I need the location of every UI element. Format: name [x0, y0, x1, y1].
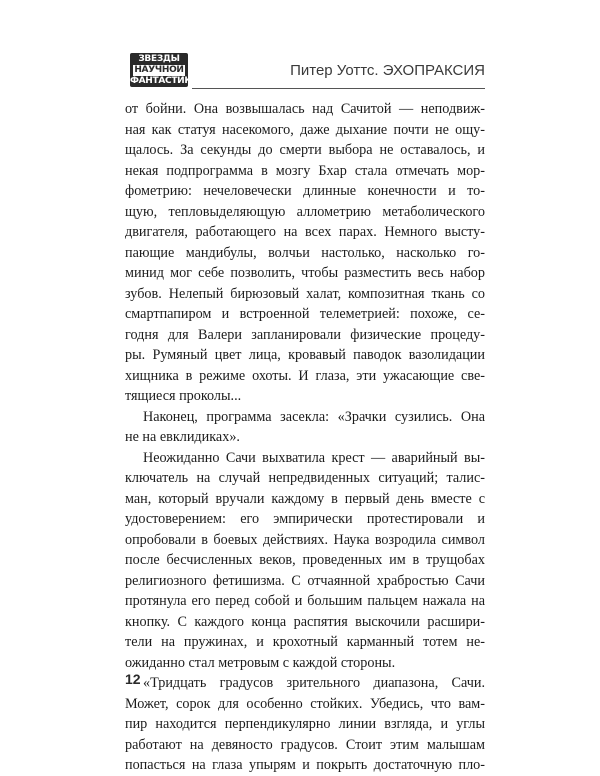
text-line: от бойни. Она возвышалась над Сачитой — неподвиж-: [125, 101, 485, 117]
text-line: кнопку. С каждого конца распятия выскочили расшири-: [125, 613, 485, 630]
page-number: 12: [125, 671, 141, 687]
text-line: ная как статуя насекомого, даже дыхание почти не ощу-: [125, 121, 485, 138]
text-line: Может, сорок для особенно стойких. Убедись, что вам-: [125, 695, 485, 712]
text-line: не на евклидиках».: [125, 429, 240, 445]
text-line: щалось. За секунды до смерти выбора не оставалось, и: [125, 142, 485, 158]
series-logo-line: НАУЧНОЙ: [134, 64, 184, 75]
running-head: Питер Уоттс. ЭХОПРАКСИЯ: [290, 62, 485, 79]
text-line: смартпапиром и встроенной телеметрией: похоже, се-: [125, 306, 485, 322]
text-line: попасться на глаза упырям и покрыть достаточную пло-: [125, 757, 485, 773]
text-line: опробовали в боевых действиях. Наука возродила символ: [125, 531, 485, 548]
series-logo-line: ФАНТАСТИКИ: [130, 75, 199, 86]
text-line: Неожиданно Сачи выхватила крест — аварийный вы-: [143, 449, 485, 466]
text-line: пир находится перпендикулярно линии взгляда, и углы: [125, 716, 485, 732]
text-line: религиозного фетишизма. С отчаянной храбростью Сачи: [125, 572, 485, 589]
text-line: ры. Румяный цвет лица, кровавый паводок вазолидации: [125, 347, 485, 363]
text-line: удостоверением: его эмпирически протестировали и: [125, 511, 485, 527]
text-line: некая подпрограмма в мозгу Бхар стала отмечать мор-: [125, 162, 485, 179]
text-line: тели на пружинах, и крохотный карманный тотем не-: [125, 634, 485, 650]
text-line: пающие мандибулы, волчьи настолько, насколько го-: [125, 244, 485, 261]
text-line: после бесчисленных веков, проведенных им в трущобах: [125, 552, 485, 568]
text-line: Наконец, программа засекла: «Зрачки сузились. Она: [143, 408, 485, 425]
text-line: тящиеся проколы...: [125, 388, 242, 404]
header-rule: [192, 88, 485, 89]
page-header: [130, 50, 485, 94]
series-logo-line: ЗВЕЗДЫ: [138, 53, 180, 64]
text-line: щую, тепловыделяющую аллометрию метаболического: [125, 203, 485, 220]
text-line: зубов. Нелепый бирюзовый халат, композитная ткань со: [125, 285, 485, 302]
text-line: минид мог себе позволить, чтобы разместить весь набор: [125, 265, 485, 281]
text-line: хищника в режиме охоты. И глаза, эти ужасающие све-: [125, 367, 485, 384]
text-line: ман, который вручали каждому в первый день вместе с: [125, 490, 485, 507]
body-text: [125, 99, 485, 776]
text-line: двигателя, работающего на всех парах. Немного высту-: [125, 224, 485, 240]
text-line: «Тридцать градусов зрительного диапазона, Сачи.: [143, 675, 485, 691]
text-line: фометрию: нечеловечески длинные конечности и то-: [125, 183, 485, 199]
text-line: протянула его перед собой и большим пальцем нажала на: [125, 593, 485, 609]
text-line: годня для Валери запланировали физические процеду-: [125, 326, 485, 343]
text-line: работают на девяносто градусов. Стоит этим малышам: [125, 736, 485, 753]
series-logo: [130, 53, 199, 87]
text-line: ключатель на случай непредвиденных ситуаций; талис-: [125, 470, 485, 486]
text-line: ожиданно стал метровым с каждой стороны.: [125, 654, 396, 671]
